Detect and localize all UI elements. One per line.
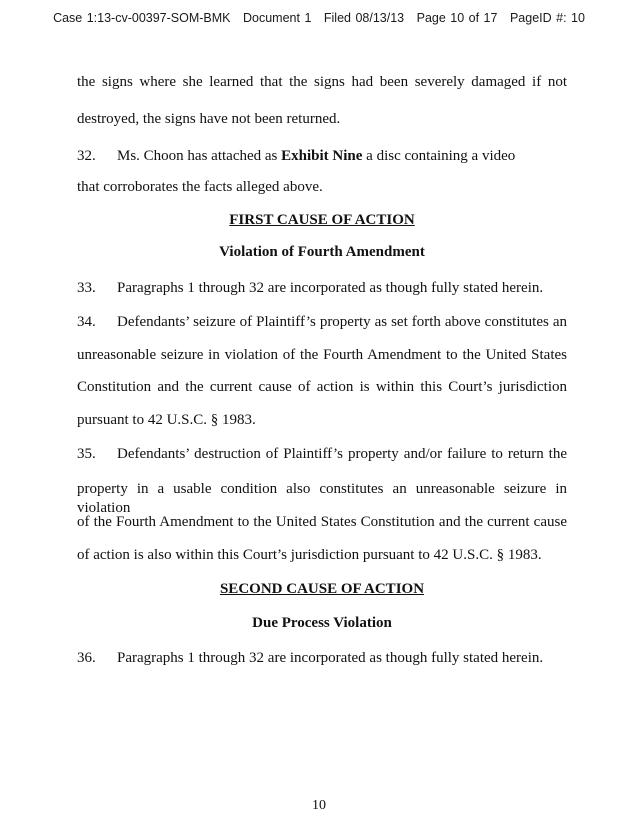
body-line: pursuant to 42 U.S.C. § 1983. <box>77 412 256 428</box>
case-number: Case 1:13-cv-00397-SOM-BMK <box>53 11 231 25</box>
paragraph-number: 35. <box>77 446 96 462</box>
body-line: Constitution and the current cause of action is within this Court’s jurisdiction <box>77 379 567 395</box>
second-cause-heading: SECOND CAUSE OF ACTION <box>219 581 425 597</box>
body-line: that corroborates the facts alleged above. <box>77 179 323 195</box>
body-line: property in a usable condition also constitutes an unreasonable seizure in violation <box>77 481 567 516</box>
page-number: 10 <box>312 798 326 813</box>
second-cause-subheading: Due Process Violation <box>252 615 392 631</box>
body-line: unreasonable seizure in violation of the Fourth Amendment to the United States <box>77 347 567 363</box>
body-text: Paragraphs 1 through 32 are incorporated as though fully stated herein. <box>117 280 544 296</box>
document-number: Document 1 <box>243 11 312 25</box>
body-text: Ms. Choon has attached as <box>117 148 278 164</box>
paragraph-number: 36. <box>77 650 96 666</box>
paragraph-number: 34. <box>77 314 96 330</box>
page-id: PageID #: 10 <box>509 11 585 25</box>
body-text: a disc containing a video <box>366 148 516 164</box>
body-text: Defendants’ seizure of Plaintiff’s property as set forth above constitutes an <box>117 314 567 330</box>
paragraph-34-line-1 <box>77 313 567 332</box>
first-cause-subheading: Violation of Fourth Amendment <box>219 244 425 260</box>
paragraph-number: 32. <box>77 148 96 164</box>
paragraph-35-line-1 <box>77 445 567 464</box>
case-header <box>0 11 638 25</box>
body-text: Defendants’ destruction of Plaintiff’s property and/or failure to return the <box>117 446 567 462</box>
body-line: destroyed, the signs have not been returned. <box>77 111 341 127</box>
body-line: of action is also within this Court’s jurisdiction pursuant to 42 U.S.C. § 1983. <box>77 547 542 563</box>
paragraph-32 <box>77 147 567 166</box>
exhibit-reference: Exhibit Nine <box>281 148 363 164</box>
page-of: Page 10 of 17 <box>416 11 498 25</box>
first-cause-heading: FIRST CAUSE OF ACTION <box>229 212 415 228</box>
filed-date: Filed 08/13/13 <box>323 11 405 25</box>
paragraph-33 <box>77 279 567 298</box>
body-line: the signs where she learned that the signs had been severely damaged if not <box>77 74 567 90</box>
paragraph-number: 33. <box>77 280 96 296</box>
body-line: of the Fourth Amendment to the United States Constitution and the current cause <box>77 514 567 530</box>
body-text: Paragraphs 1 through 32 are incorporated as though fully stated herein. <box>117 650 544 666</box>
paragraph-36 <box>77 649 567 668</box>
